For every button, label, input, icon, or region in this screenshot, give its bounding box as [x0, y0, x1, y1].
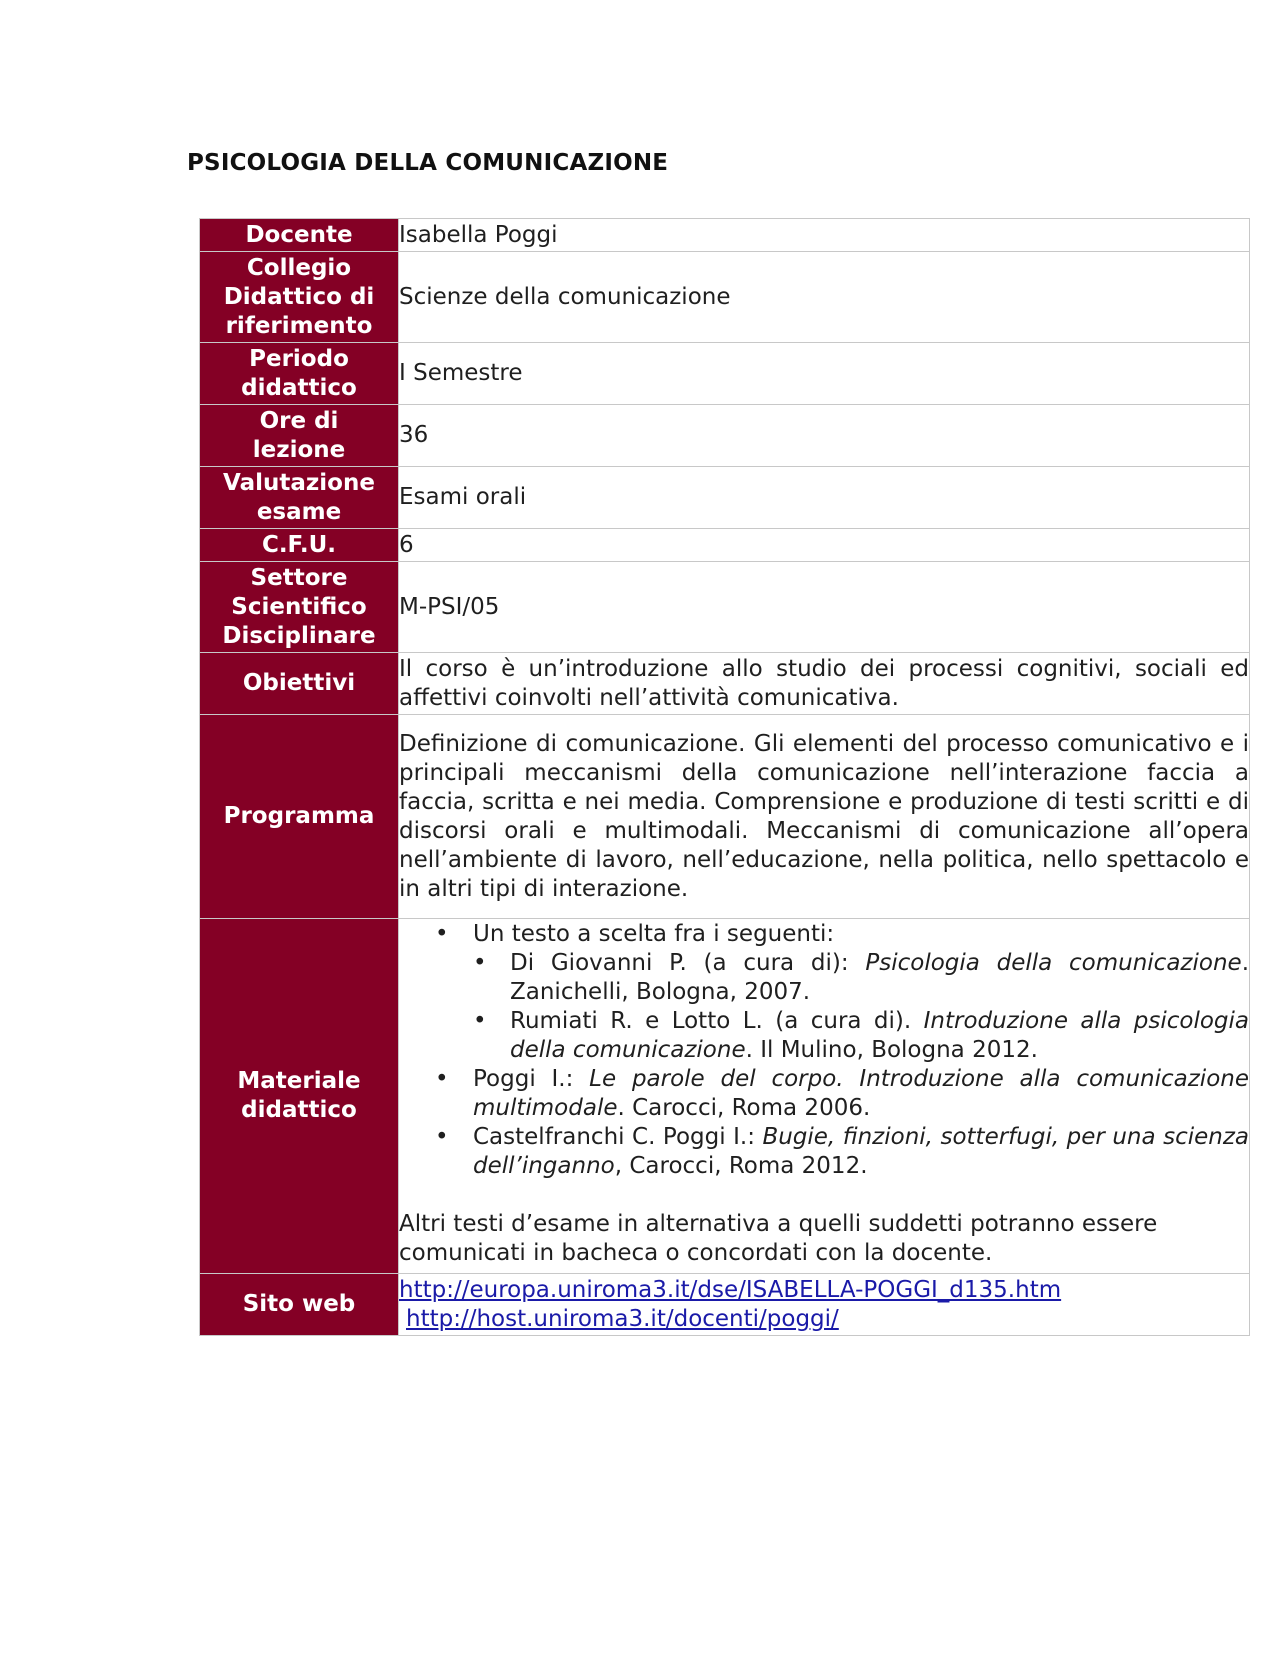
- publisher-text: . Zanichelli, Bologna, 2007.: [510, 950, 1249, 1005]
- publisher-text: , Carocci, Roma 2012.: [614, 1153, 868, 1179]
- publisher-text: . Carocci, Roma 2006.: [617, 1095, 871, 1121]
- label-obiettivi: Obiettivi: [200, 653, 399, 715]
- value-programma: Definizione di comunicazione. Gli elementi del processo comunicativo e i principali meccanismi della comunicazione nell’interazione faccia a faccia, scritta e nei media. Comprensione e produzione di testi scritti e di discorsi orali e multimodali. Meccanismi di comunicazione all’opera nell’ambiente di lavoro, nell’educazione, nella politica, nello spettacolo e in altri tipi di interazione.: [399, 715, 1250, 919]
- label-sito: Sito web: [200, 1274, 399, 1336]
- value-periodo: I Semestre: [399, 343, 1250, 405]
- label-materiale: [200, 919, 399, 1274]
- value-obiettivi: Il corso è un’introduzione allo studio dei processi cognitivi, sociali ed affettivi coinvolti nell’attività comunicativa.: [399, 653, 1250, 715]
- label-line: riferimento: [225, 312, 373, 339]
- alternative-texts-note: Altri testi d’esame in alternativa a quelli suddetti potranno essere comunicati in bacheca o concordati con la docente.: [399, 1211, 1158, 1266]
- value-cfu: 6: [399, 529, 1250, 562]
- row-periodo: [200, 343, 1250, 405]
- bullet-icon: •: [473, 950, 487, 976]
- label-settore: [200, 562, 399, 653]
- website-link-europa[interactable]: http://europa.uniroma3.it/dse/ISABELLA-POGGI_d135.htm: [399, 1276, 1062, 1303]
- row-ore: [200, 405, 1250, 467]
- list-item: [399, 1123, 1249, 1181]
- label-ore: [200, 405, 399, 467]
- value-ore: 36: [399, 405, 1250, 467]
- label-valutazione: [200, 467, 399, 529]
- value-collegio: Scienze della comunicazione: [399, 252, 1250, 343]
- course-info-table: [199, 218, 1250, 1336]
- row-cfu: [200, 529, 1250, 562]
- label-line: Periodo: [249, 345, 349, 372]
- row-programma: [200, 715, 1250, 919]
- publisher-text: . Il Mulino, Bologna 2012.: [745, 1037, 1038, 1063]
- label-line: didattico: [241, 374, 357, 401]
- row-settore: [200, 562, 1250, 653]
- book-title: Le parole del corpo. Introduzione alla comunicazione multimodale: [473, 1066, 1249, 1121]
- label-line: Didattico di: [223, 283, 375, 310]
- label-line: lezione: [252, 436, 346, 463]
- website-link-host[interactable]: http://host.uniroma3.it/docenti/poggi/: [406, 1305, 839, 1332]
- spacer: [399, 1181, 1249, 1210]
- label-programma: Programma: [200, 715, 399, 919]
- label-line: Settore: [250, 564, 348, 591]
- author-text: Castelfranchi C. Poggi I.:: [473, 1124, 763, 1150]
- page-title: PSICOLOGIA DELLA COMUNICAZIONE: [187, 150, 669, 176]
- bullet-icon: •: [435, 1124, 449, 1150]
- bullet-icon: •: [473, 1008, 487, 1034]
- book-title: Bugie, finzioni, sotterfugi, per una scienza dell’inganno: [473, 1124, 1249, 1179]
- bullet-icon: •: [435, 1066, 449, 1092]
- label-line: Ore di: [259, 407, 339, 434]
- label-docente: Docente: [200, 219, 399, 252]
- author-text: Rumiati R. e Lotto L. (a cura di).: [510, 1008, 924, 1034]
- label-line: Valutazione: [223, 469, 375, 496]
- sub-list: [473, 949, 1249, 1065]
- book-title: Psicologia della comunicazione: [865, 950, 1242, 976]
- label-collegio: [200, 252, 399, 343]
- bullet-icon: •: [435, 921, 449, 947]
- list-item: [473, 1007, 1249, 1065]
- row-sito: [200, 1274, 1250, 1336]
- value-sito: [399, 1274, 1250, 1336]
- list-item: [473, 949, 1249, 1007]
- author-text: Di Giovanni P. (a cura di):: [510, 950, 866, 976]
- list-item: [399, 920, 1249, 1065]
- list-item-text: Un testo a scelta fra i seguenti:: [473, 921, 835, 947]
- author-text: Poggi I.:: [473, 1066, 590, 1092]
- list-item: [399, 1065, 1249, 1123]
- label-line: esame: [256, 498, 342, 525]
- bibliography-list: [399, 920, 1249, 1181]
- row-materiale: [200, 919, 1250, 1274]
- label-line: Collegio: [246, 254, 352, 281]
- label-cfu: C.F.U.: [200, 529, 399, 562]
- label-line: Materiale: [237, 1068, 361, 1094]
- row-valutazione: [200, 467, 1250, 529]
- row-obiettivi: [200, 653, 1250, 715]
- label-periodo: [200, 343, 399, 405]
- label-line: Disciplinare: [222, 622, 376, 649]
- row-docente: [200, 219, 1250, 252]
- row-collegio: [200, 252, 1250, 343]
- label-line: Scientifico: [231, 593, 367, 620]
- label-line: didattico: [241, 1097, 357, 1123]
- value-valutazione: Esami orali: [399, 467, 1250, 529]
- value-docente: Isabella Poggi: [399, 219, 1250, 252]
- book-title: Introduzione alla psicologia della comunicazione: [510, 1008, 1250, 1063]
- value-settore: M-PSI/05: [399, 562, 1250, 653]
- value-materiale: [399, 919, 1250, 1274]
